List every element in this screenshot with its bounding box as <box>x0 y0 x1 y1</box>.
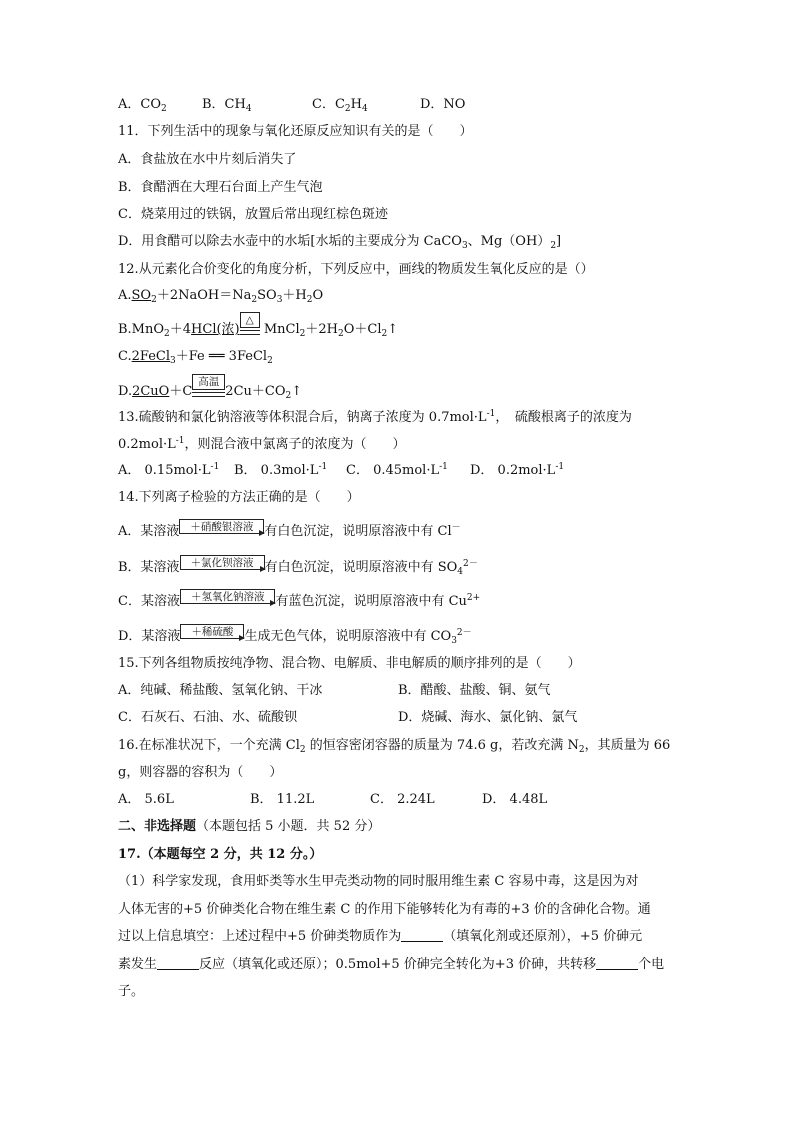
q14-option-b: B．某溶液 ＋氯化钡溶液 有白色沉淀，说明原溶液中有 $SO_4^{2-}$ <box>118 557 478 577</box>
q10-option-c: C．$C_2H_4$ <box>312 97 368 114</box>
q10-option-a: A．$CO_2$ <box>118 97 167 114</box>
high-temp-condition-icon: 高温 <box>192 374 225 397</box>
q12-option-a: $A.SO_2+2NaOH=Na_2SO_3+H_2O$ <box>118 288 324 305</box>
q14-option-d: D．某溶液 ＋稀硫酸 生成无色气体，说明原溶液中有 $CO_3^{2-}$ <box>118 626 472 646</box>
reagent-arrow-icon: ＋硝酸银溶液 <box>179 519 264 534</box>
q15-option-a: A．纯碱、稀盐酸、氢氧化钠、干冰 <box>118 683 323 698</box>
q13-option-b: B． $0.3mol\cdot L^{-1}$ <box>234 462 328 478</box>
q14-stem: 14.下列离子检验的方法正确的是（ ） <box>118 490 360 505</box>
q16-option-b: B． 11.2L <box>250 792 315 807</box>
answer-blank[interactable] <box>596 957 638 970</box>
q17-paragraph-line4: 素发生 反应（填氧化或还原）；0.5mol+5 价砷完全转化为+3 价砷，共转移 个电 <box>118 957 665 972</box>
q12-option-d: D.2CuO＋C 高温 $2Cu+CO_2↑$ <box>118 376 303 401</box>
q15-option-c: C．石灰石、石油、水、硫酸钡 <box>118 710 297 725</box>
q16-option-d: D． 4.48L <box>482 792 548 807</box>
q16-option-c: C． 2.24L <box>370 792 435 807</box>
q14-option-a: A．某溶液 ＋硝酸银溶液 有白色沉淀，说明原溶液中有 Cl－ <box>118 521 461 539</box>
q11-option-d: D．用食醋可以除去水壶中的水垢[水垢的主要成分为 CaCO$_3$、$Mg(OH)_2$] <box>118 234 562 251</box>
q13-option-c: C． $0.45mol\cdot L^{-1}$ <box>346 462 448 478</box>
section-heading: 二、非选择题（本题包括 5 小题．共 52 分） <box>118 819 381 834</box>
reagent-arrow-icon: ＋氢氧化钠溶液 <box>180 589 276 604</box>
q13-stem-line2: $0.2mol\cdot L^{-1}$，则混合液中氯离子的浓度为（ ） <box>118 436 406 452</box>
reagent-arrow-icon: ＋氯化钡溶液 <box>180 555 265 570</box>
reagent-arrow-icon: ＋稀硫酸 <box>180 624 244 639</box>
q16-option-a: A． 5.6L <box>118 792 174 807</box>
q15-option-d: D．烧碱、海水、氯化钠、氯气 <box>398 710 578 725</box>
q14-option-c: C．某溶液 ＋氢氧化钠溶液 有蓝色沉淀，说明原溶液中有 $Cu^{2+}$ <box>118 591 481 609</box>
q17-paragraph-line1: （1）科学家发现，食用虾类等水生甲壳类动物的同时服用维生素 C 容易中毒，这是因为对 <box>118 874 639 889</box>
answer-blank[interactable] <box>157 957 199 970</box>
q12-stem: 12.从元素化合价变化的角度分析，下列反应中，画线的物质发生氧化反应的是（） <box>118 262 594 277</box>
q15-option-b: B．醋酸、盐酸、铜、氨气 <box>398 683 551 698</box>
q16-stem-line2: g，则容器的容积为（ ） <box>118 765 283 780</box>
heat-condition-icon: △ <box>240 312 260 335</box>
q11-option-a: A．食盐放在水中片刻后消失了 <box>118 152 297 167</box>
q11-option-c: C．烧菜用过的铁锅，放置后常出现红棕色斑迹 <box>118 207 388 222</box>
q10-option-b: B．$CH_4$ <box>202 97 252 114</box>
q16-stem-line1: 16.在标准状况下，一个充满 $Cl_2$ 的恒容密闭容器的质量为 74.6 g，若改充满 $N_2$，其质量为 66 <box>118 738 671 755</box>
q17-paragraph-line5: 子。 <box>118 984 145 999</box>
q13-option-d: D． $0.2mol\cdot L^{-1}$ <box>470 462 565 478</box>
q11-stem: 11．下列生活中的现象与氧化还原反应知识有关的是（ ） <box>118 124 473 139</box>
q13-option-a: A． $0.15mol\cdot L^{-1}$ <box>118 462 220 478</box>
q15-stem: 15.下列各组物质按纯净物、混合物、电解质、非电解质的顺序排列的是（ ） <box>118 656 581 671</box>
q17-title: 17.（本题每空 2 分，共 12 分。） <box>118 847 323 862</box>
q12-option-b: B.MnO$_2$＋4HCl(浓) △ $MnCl_2+2H_2O+Cl_2↑$ <box>118 314 399 339</box>
q10-option-d: D．NO <box>420 97 466 112</box>
q13-stem-line1: 13.硫酸钠和氯化钠溶液等体积混合后，钠离子浓度为 $0.7mol\cdot L^{-1}$， 硫酸根离子的浓度为 <box>118 409 632 425</box>
q17-paragraph-line3: 过以上信息填空：上述过程中+5 价砷类物质作为 （填氧化剂或还原剂），+5 价砷元 <box>118 929 643 944</box>
q17-paragraph-line2: 人体无害的+5 价砷类化合物在维生素 C 的作用下能够转化为有毒的+3 价的含砷化合物。通 <box>118 902 651 917</box>
q12-option-c: C.2FeCl$_3$＋Fe ══ 3FeCl$_2$ <box>118 349 273 366</box>
q11-option-b: B．食醋洒在大理石台面上产生气泡 <box>118 180 323 195</box>
answer-blank[interactable] <box>401 929 443 942</box>
